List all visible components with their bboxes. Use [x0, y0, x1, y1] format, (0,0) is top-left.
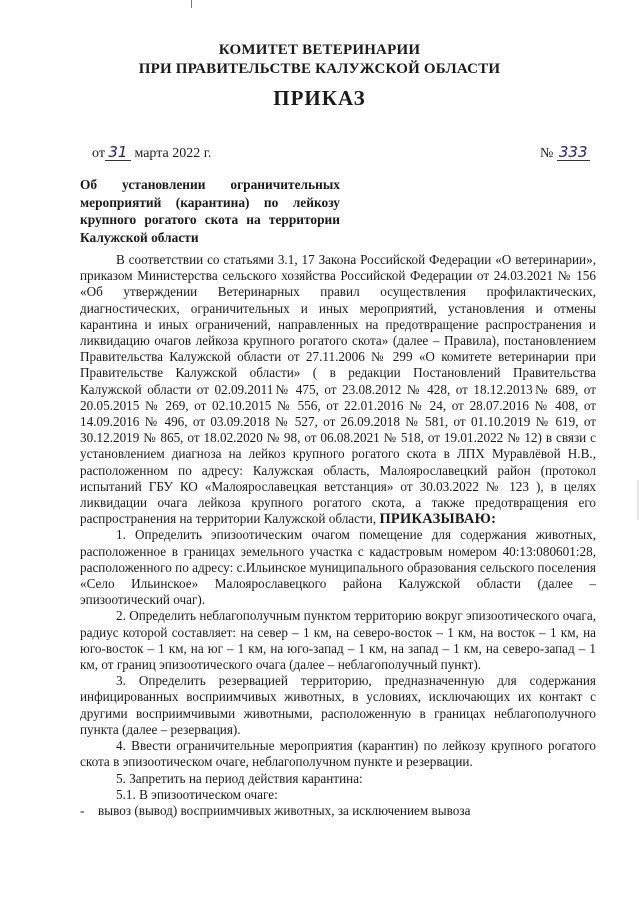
- order-subject: Об установлении ограничительных мероприятий (карантина) по лейкозу крупного рогатого скота на территории Калужской области: [80, 177, 340, 245]
- item-4: 4. Ввести ограничительные мероприятия (карантин) по лейкозу крупного рогатого скота в эпизоотическом очаге, неблагополучном пункте и резервации.: [80, 738, 596, 770]
- item-3: 3. Определить резервацией территорию, предназначенную для содержания инфицированных восприимчивых животных, в условиях, исключающих их контакт с другими восприимчивыми животными, расположенную в границах неблагополучного пункта (далее – резервация).: [80, 673, 596, 737]
- order-body: [80, 252, 596, 819]
- item-1: 1. Определить эпизоотическим очагом помещение для содержания животных, расположенное в границах земельного участка с кадастровым номером 40:13:080601:28, расположенного по адресу: с.Ильинское муниципального образования сельского поселения «Село Ильинское» Малоярославецкого района Калужской области (далее – эпизоотический очаг).: [80, 527, 596, 608]
- committee-name: КОМИТЕТ ВЕТЕРИНАРИИ: [218, 42, 421, 58]
- order-keyword: ПРИКАЗЫВАЮ:: [379, 511, 497, 528]
- scan-artifact-mark: [191, 0, 192, 8]
- order-number: [540, 145, 590, 162]
- date-month-year: марта 2022 г.: [134, 146, 212, 161]
- item-5: 5. Запретить на период действия карантина:: [116, 770, 363, 786]
- document-title: ПРИКАЗ: [273, 86, 366, 110]
- date-prefix: от: [92, 146, 105, 161]
- dash-item-text: вывоз (вывод) восприимчивых животных, за исключением вывоза: [98, 802, 471, 818]
- number-sign: №: [540, 146, 554, 161]
- committee-affiliation: ПРИ ПРАВИТЕЛЬСТВЕ КАЛУЖСКОЙ ОБЛАСТИ: [138, 61, 501, 77]
- item-2: 2. Определить неблагополучным пунктом территорию вокруг эпизоотического очага, радиус которой составляет: на север – 1 км, на северо-восток – 1 км, на восток – 1 км, на юго-восток – 1 км, на юг – 1 км, на юго-запад – 1 км, на запад – 1 км, на северо-запад – 1 км, от границ эпизоотического очага (далее – неблагополучный пункт).: [80, 608, 596, 673]
- item-5-1: 5.1. В эпизоотическом очаге:: [116, 786, 278, 802]
- preamble-text: В соответствии со статьями 3.1, 17 Закона Российской Федерации «О ветеринарии», приказом Министерства сельского хозяйства Российской Федерации от 24.03.2021 № 156 «Об утверждении Ветеринарных правил осуществления профилактических, диагностических, ограничительных и иных мероприятий, установления и отмены карантина и иных ограничений, направленных на предотвращение распространения и ликвидацию очагов лейкоза крупного рогатого скота» (далее – Правила), постановлением Правительства Калужской области от 27.11.2006 № 299 «О комитете ветеринарии при Правительстве Калужской области» ( в редакции Постановлений Правительства Калужской области от 02.09.2011№ 475, от 23.08.2012 № 428, от 18.12.2013№ 689, от 20.05.2015 № 269, от 02.10.2015 № 556, от 22.01.2016 № 24, от 28.07.2016 № 408, от 14.09.2016 № 496, от 03.09.2018 № 527, от 26.09.2018 № 581, от 01.10.2019 № 619, от 30.12.2019 № 865, от 18.02.2020 № 98, от 06.08.2021 № 518, от 19.01.2022 № 12) в связи с установлением диагноза на лейкоз крупного рогатого скота в ЛПХ Муравлёвой Н.В., расположенном по адресу: Калужская область, Малоярославецкий район (протокол испытаний ГБУ КО «Малоярославецкая ветстанция» от 30.03.2022 № 123 ), в целях ликвидации очага лейкоза крупного рогатого скота, а также предотвращения его распространения на территории Калужской области,: [80, 252, 596, 527]
- dash-item: [80, 803, 596, 819]
- dash-marker: -: [80, 802, 85, 818]
- handwritten-number: 333: [558, 143, 588, 161]
- handwritten-day: 31: [105, 145, 131, 161]
- preamble-paragraph: [80, 252, 596, 527]
- order-date: [92, 145, 211, 162]
